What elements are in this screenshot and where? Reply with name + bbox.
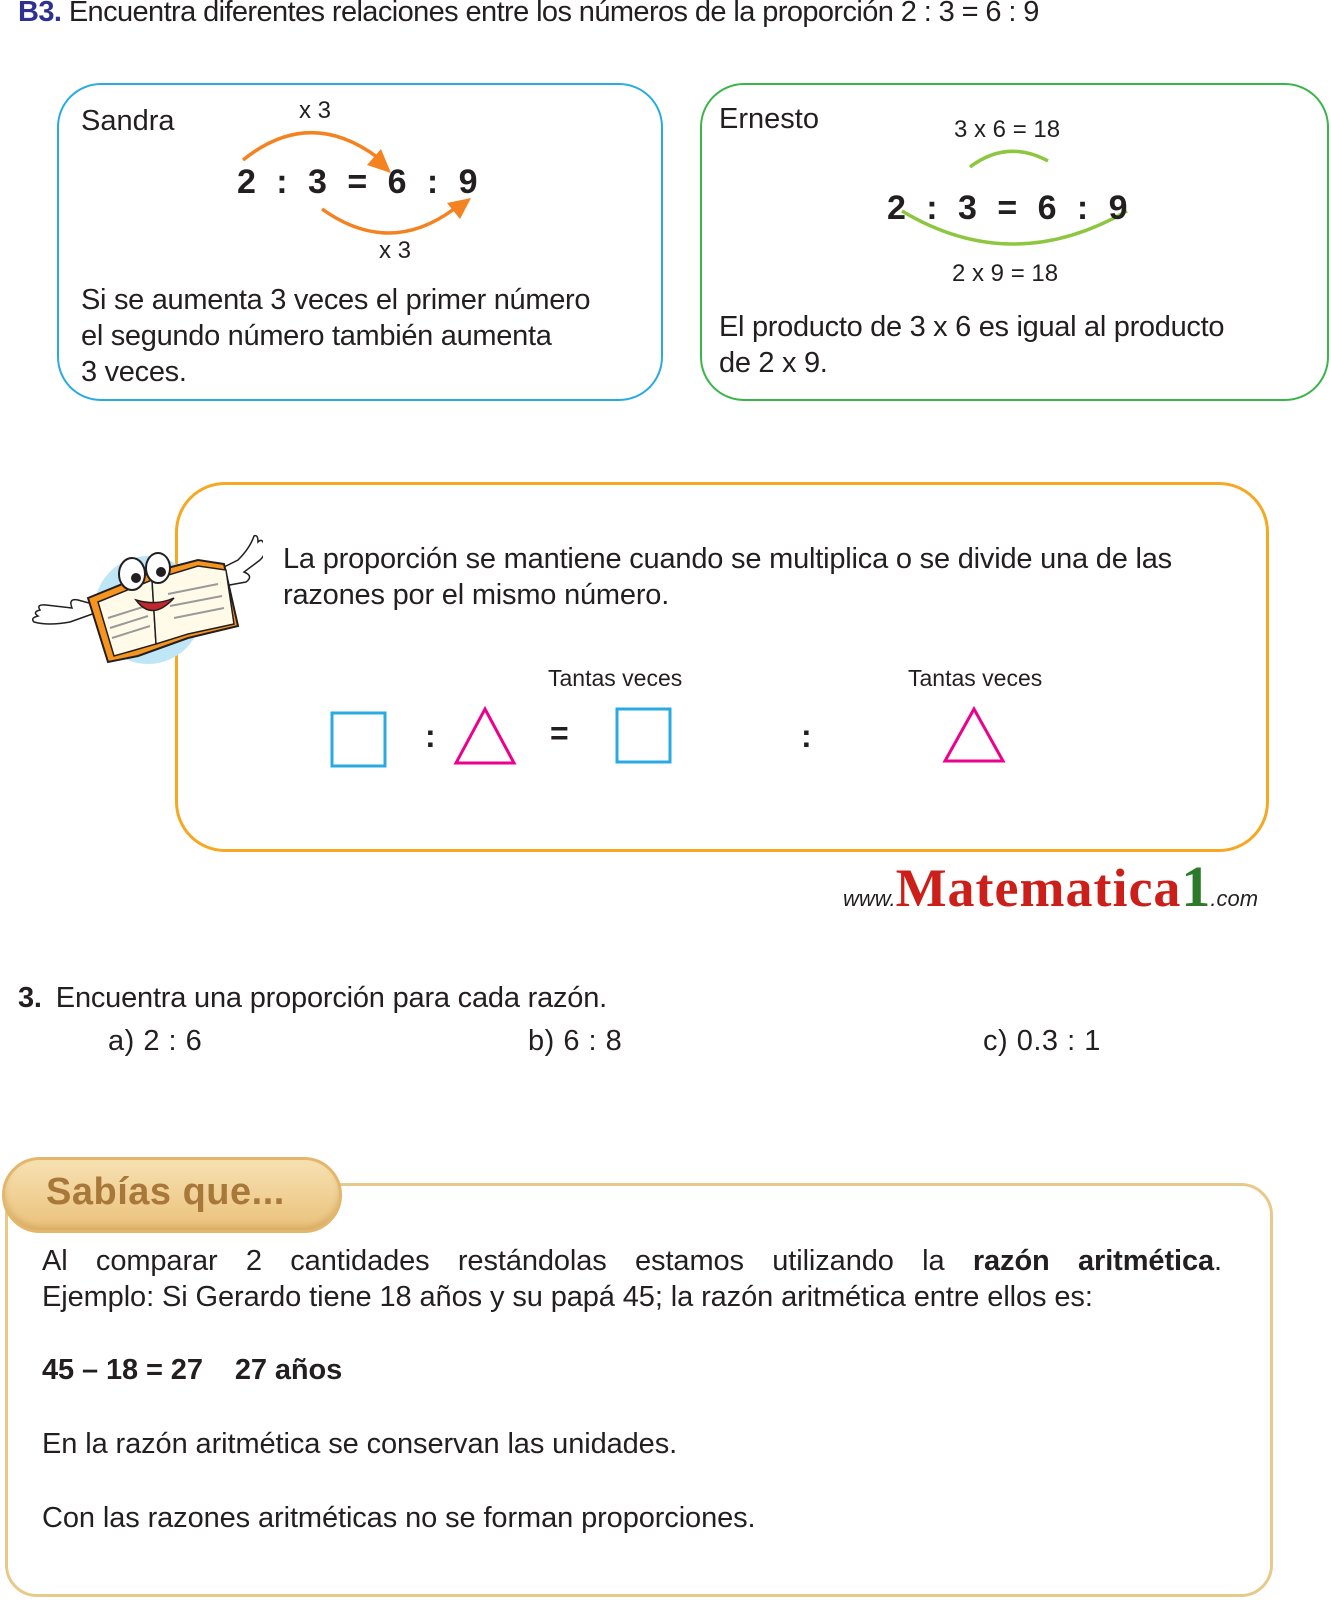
sandra-line-3: 3 veces. [81, 356, 187, 388]
bottom-arrow-arc [322, 209, 454, 233]
exercise-heading [18, 0, 1039, 29]
exercise-3-item-c: c) 0.3 : 1 [983, 1025, 1101, 1057]
book-mascot-icon [28, 526, 263, 672]
sabias-que-title: Sabías que... [46, 1171, 285, 1213]
sabias-line-4: Con las razones aritméticas no se forman proporciones. [42, 1502, 756, 1534]
brand-com: .com [1210, 886, 1259, 911]
equals-sign: = [550, 715, 569, 751]
ernesto-card [700, 83, 1329, 401]
blank-triangle-1-icon [453, 705, 517, 767]
exercise-heading-text: Encuentra diferentes relaciones entre los números de la proporción 2 : 3 = 6 : 9 [68, 0, 1039, 28]
proportion-rule-card [175, 482, 1269, 852]
ratio-colon-2: : [801, 718, 812, 754]
proportion-rule-text: La proporción se mantiene cuando se multiplica o se divide una de las razones por el mismo número. [283, 543, 1172, 611]
sabias-equation-expr: 45 – 18 = 27 [42, 1354, 203, 1386]
exercise-3-text: Encuentra una proporción para cada razón. [55, 982, 608, 1014]
ernesto-explanation [719, 309, 1319, 381]
sabias-equation [42, 1354, 374, 1387]
sabias-line-1 [42, 1245, 1222, 1278]
sandra-card [57, 83, 663, 401]
blank-square-2-icon [615, 707, 673, 765]
ernesto-line-2: de 2 x 9. [719, 347, 828, 379]
ernesto-line-1: El producto de 3 x 6 es igual al producto [719, 311, 1225, 343]
sabias-line-1-bold: razón aritmética [972, 1245, 1215, 1277]
sandra-top-label: x 3 [299, 97, 332, 124]
brand-name: Matematica [895, 858, 1182, 918]
ernesto-bottom-label: 2 x 9 = 18 [952, 260, 1059, 287]
sabias-line-1-end: . [1214, 1245, 1222, 1277]
ernesto-proportion: 2 : 3 = 6 : 9 [887, 189, 1128, 227]
blank-triangle-2-icon [942, 705, 1006, 765]
exercise-3-item-b: b) 6 : 8 [528, 1025, 623, 1057]
sandra-line-1: Si se aumenta 3 veces el primer número [81, 284, 591, 316]
sandra-name: Sandra [81, 105, 175, 137]
brand-logo [843, 853, 1258, 920]
sandra-line-2: el segundo número también aumenta [81, 320, 552, 352]
exercise-3-number: 3. [18, 982, 42, 1014]
sabias-line-1-start: Al comparar 2 cantidades restándolas estamos utilizando la [42, 1245, 945, 1277]
sandra-proportion: 2 : 3 = 6 : 9 [237, 163, 478, 201]
ernesto-top-label: 3 x 6 = 18 [954, 116, 1061, 143]
tantas-veces-right: Tantas veces [908, 665, 1043, 691]
tantas-veces-left: Tantas veces [548, 665, 683, 691]
ernesto-name: Ernesto [719, 103, 819, 135]
top-arc [970, 151, 1048, 167]
exercise-tag: B3. [18, 0, 62, 28]
sabias-equation-result: 27 años [234, 1354, 343, 1386]
exercise-3-item-a: a) 2 : 6 [108, 1025, 203, 1057]
brand-www: www. [843, 886, 896, 911]
top-arrow-arc [243, 133, 377, 160]
sandra-explanation [81, 282, 661, 390]
sabias-line-3: En la razón aritmética se conservan las unidades. [42, 1428, 678, 1460]
brand-one: 1 [1181, 854, 1211, 919]
sabias-line-2: Ejemplo: Si Gerardo tiene 18 años y su papá 45; la razón aritmética entre ellos es: [42, 1281, 1093, 1313]
exercise-3 [18, 982, 607, 1015]
sandra-bottom-label: x 3 [379, 237, 412, 264]
blank-square-1-icon [330, 711, 388, 769]
ratio-colon-1: : [425, 718, 436, 754]
